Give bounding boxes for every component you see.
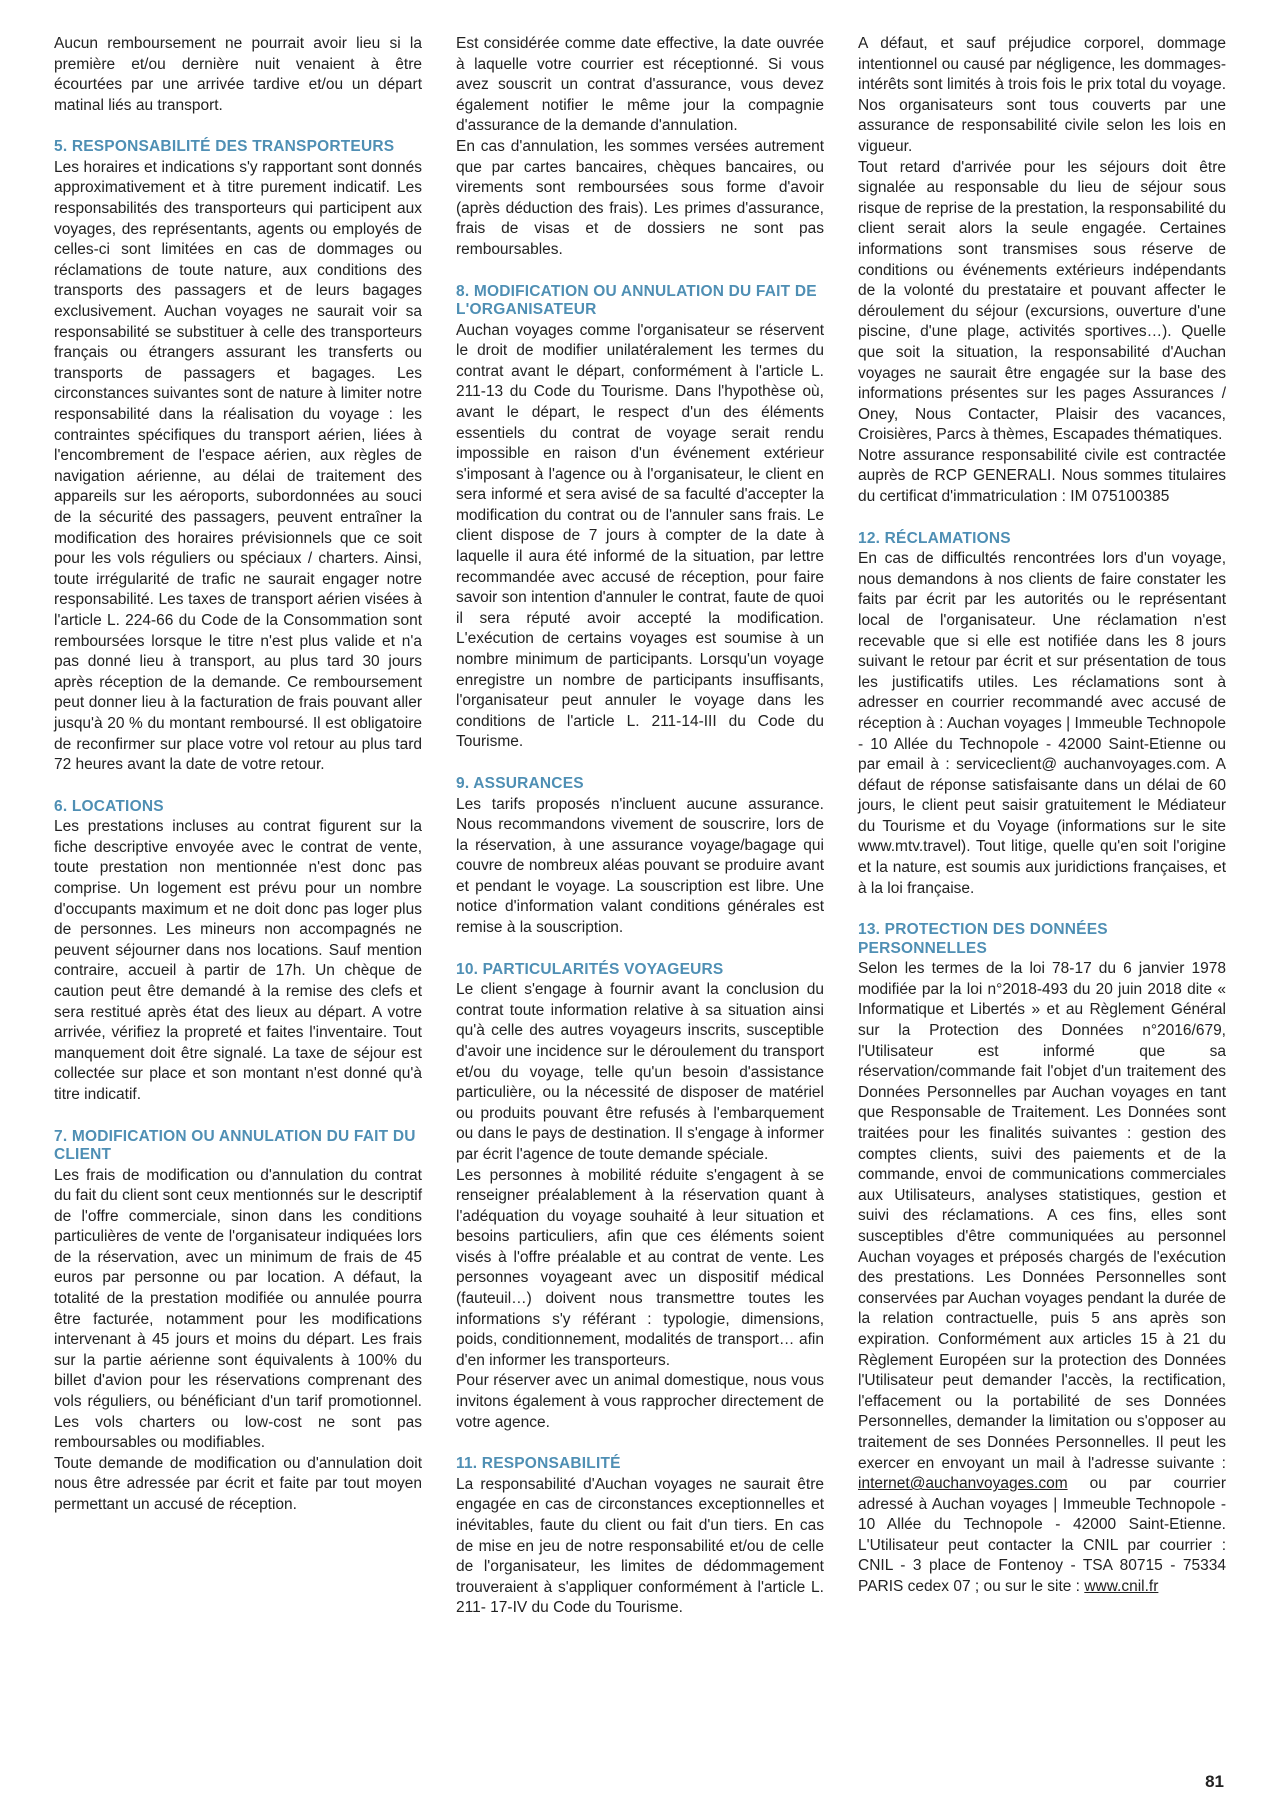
- paragraph-effective-date: Est considérée comme date effective, la date ouvrée à laquelle votre courrier est réceptionné. Si vous avez souscrit un contrat d'assurance, vous devez également notifier le même jour la compagnie d'assurance de la demande d'annulation.: [456, 35, 824, 135]
- page-number: 81: [1205, 1772, 1224, 1791]
- section-heading-5: 5. RESPONSABILITÉ DES TRANSPORTEURS: [54, 138, 395, 156]
- section-13-text: [858, 959, 1226, 1597]
- section-11-text: La responsabilité d'Auchan voyages ne saurait être engagée en cas de circonstances exceptionnelles et inévitables, faute du client ou fait d'un tiers. En cas de mise en jeu de notre responsabilité et/ou de celle de l'organisateur, les limites de dédommagement trouveraient à s'appliquer conformément à l'article L. 211- 17-IV du Code du Tourisme.: [456, 1475, 824, 1617]
- section-10-text: Le client s'engage à fournir avant la conclusion du contrat toute information relative à sa situation ainsi qu'à celle des autres voyageurs inscrits, susceptible d'avoir une incidence sur le déroulement du transport et/ou du voyage, telle qu'un besoin d'assistance particulière, ou la nécessité de disposer de matériel ou produits pouvant être refusés à l'embarquement ou dans le pays de destination. Il s'engage à informer par écrit l'agence de toute demande spéciale.: [456, 981, 824, 1163]
- paragraph-insurance: Notre assurance responsabilité civile est contractée auprès de RCP GENERALI. Nous sommes titulaires du certificat d'immatriculation : IM 075100385: [858, 446, 1226, 506]
- paragraph-damages: A défaut, et sauf préjudice corporel, dommage intentionnel ou causé par négligence, les dommages-intérêts sont limités à trois fois le prix total du voyage. Nos organisateurs sont tous couverts par une assurance de responsabilité civile selon les lois en vigueur.: [858, 35, 1226, 155]
- section-heading-6: 6. LOCATIONS: [54, 797, 164, 815]
- section-heading-11: 11. RESPONSABILITÉ: [456, 1455, 621, 1473]
- section-heading-12: 12. RÉCLAMATIONS: [858, 529, 1011, 547]
- section-12-text: En cas de difficultés rencontrées lors d'un voyage, nous demandons à nos clients de faire constater les faits par écrit par les autorités ou le représentant local de l'organisateur. Une réclamation n'est recevable que si elle est notifiée dans les 8 jours suivant le retour par écrit et sur présentation de tous les justificatifs utiles. Les réclamations sont à adresser en courrier recommandé avec accusé de réception à : Auchan voyages | Immeuble Technopole - 10 Allée du Technopole - 42000 Saint-Etienne ou par email à : serviceclient@ auchanvoyages.com. A défaut de réponse satisfaisante dans un délai de 60 jours, le client peut saisir gratuitement le Médiateur du Tourisme et du Voyage (informations sur le site www.mtv.travel). Tout litige, quelle qu'en soit l'origine et la nature, est soumis aux juridictions françaises, et à la loi française.: [858, 550, 1226, 897]
- cnil-site-link[interactable]: www.cnil.fr: [1084, 1578, 1159, 1596]
- section-8-text: Auchan voyages comme l'organisateur se réservent le droit de modifier unilatéralement les termes du contrat avant le départ, conformément à l'article L. 211-13 du Code du Tourisme. Dans l'hypothèse où, avant le départ, le respect d'un des éléments essentiels du contrat de voyage serait rendu impossible en raison d'un événement extérieur s'imposant à l'agence ou à l'organisateur, le client en sera informé et sera avisé de sa faculté d'accepter la modification du contrat ou de l'annuler sans frais. Le client dispose de 7 jours à compter de la date à laquelle il aura été informé de la situation, par lettre recommandée avec accusé de réception, pour faire savoir son intention d'annuler le contrat, faute de quoi il sera réputé avoir accepté la modification. L'exécution de certains voyages est soumise à un nombre minimum de participants. Lorsqu'un voyage enregistre un nombre de participants insuffisants, l'organisateur peut annuler le voyage dans les conditions de l'article L. 211-14-III du Code du Tourisme.: [456, 321, 824, 751]
- column-2: [456, 34, 824, 1619]
- section-heading-10: 10. PARTICULARITÉS VOYAGEURS: [456, 960, 724, 978]
- section-13-text-a: Selon les termes de la loi 78-17 du 6 janvier 1978 modifiée par la loi n°2018-493 du 20 juin 2018 dite « Informatique et Libertés » et au Règlement Général sur la Protection des Données n°2016/679, l'Utilisateur est informé que sa réservation/commande fait l'objet d'un traitement des Données Personnelles par Auchan voyages en tant que Responsable de Traitement. Les Données sont traitées pour les finalités suivantes : gestion des comptes clients, suivi des paiements et de la commande, envoi de communications commerciales aux Utilisateurs, analyses statistiques, gestion et suivi des réclamations. A ces fins, elles sont susceptibles d'être communiquées au personnel Auchan voyages et préposés chargés de l'exécution des prestations. Les Données Personnelles sont conservées par Auchan voyages pendant la durée de la relation contractuelle, puis 5 ans après son expiration. Conformément aux articles 15 à 21 du Règlement Européen sur la protection des Données l'Utilisateur peut demander l'accès, la rectification, l'effacement ou la portabilité de ses Données Personnelles, demander la limitation ou s'opposer au traitement de ses Données Personnelles. Il peut les exercer en envoyant un mail à l'adresse suivante :: [858, 960, 1226, 1472]
- section-13-text-b: ou par courrier adressé à Auchan voyages | Immeuble Technopole - 10 Allée du Technopole - 42000 Saint-Etienne. L'Utilisateur peut contacter la CNIL par courrier : CNIL - 3 place de Fontenoy - TSA 80715 - 75334 PARIS cedex 07 ; ou sur le site :: [858, 1475, 1226, 1596]
- section-9-text: Les tarifs proposés n'incluent aucune assurance. Nous recommandons vivement de souscrire, lors de la réservation, à une assurance voyage/bagage qui couvre de nombreux aléas pouvant se produire avant et pendant le voyage. La souscription est libre. Une notice d'information valant conditions générales est remise à la souscription.: [456, 795, 824, 937]
- section-heading-8: 8. MODIFICATION OU ANNULATION DU FAIT DE L'ORGANISATEUR: [456, 282, 817, 319]
- email-link[interactable]: internet@auchanvoyages.com: [858, 1475, 1068, 1493]
- section-10-text-3: Pour réserver avec un animal domestique, nous vous invitons également à vous rapprocher directement de votre agence.: [456, 1372, 824, 1431]
- paragraph-intro: Aucun remboursement ne pourrait avoir lieu si la première et/ou dernière nuit venaient à être écourtées par une arrivée tardive et/ou un départ matinal liés au transport.: [54, 35, 422, 114]
- column-1: [54, 34, 422, 1516]
- section-5-text: Les horaires et indications s'y rapportant sont donnés approximativement et à titre purement indicatif. Les responsabilités des transporteurs qui participent aux voyages, des représentants, agents ou employés de celles-ci sont limitées en cas de dommages ou réclamations de toute nature, aux conditions des transports des passagers et de leurs bagages exclusivement. Auchan voyages ne saurait voir sa responsabilité se substituer à celle des transporteurs français ou étrangers assurant les transferts ou transports de passagers et bagages. Les circonstances suivantes sont de nature à limiter notre responsabilité dans la réalisation du voyage : les contraintes spécifiques du transport aérien, liées à l'encombrement de l'espace aérien, aux règles de navigation aérienne, au délai de traitement des appareils sur les aéroports, subordonnées au souci de la sécurité des passagers, peuvent entraîner la modification des horaires prévisionnels que ce soit pour les vols réguliers ou spéciaux / charters. Ainsi, toute irrégularité de trafic ne saurait engager notre responsabilité. Les taxes de transport aérien visées à l'article L. 224-66 du Code de la Consommation sont remboursées lorsque le titre n'est plus valide et n'a pas donné lieu à transport, au plus tard 30 jours après réception de la demande. Ce remboursement peut donner lieu à la facturation de frais pouvant aller jusqu'à 20 % du montant remboursé. Il est obligatoire de reconfirmer sur place votre vol retour au plus tard 72 heures avant la date de votre retour.: [54, 158, 422, 774]
- paragraph-refunds: En cas d'annulation, les sommes versées autrement que par cartes bancaires, chèques bancaires, ou virements sont remboursées sous forme d'avoir (après déduction des frais). Les primes d'assurance, frais de visas et de dossiers ne sont pas remboursables.: [456, 137, 824, 258]
- section-heading-13: 13. PROTECTION DES DONNÉES PERSONNELLES: [858, 921, 1108, 957]
- section-6-text: Les prestations incluses au contrat figurent sur la fiche descriptive envoyée avec le contrat de vente, toute prestation non mentionnée n'est donc pas comprise. Un logement est prévu pour un nombre d'occupants maximum et ne doit donc pas loger plus de personnes. Les mineurs non accompagnés ne peuvent séjourner dans nos locations. Sauf mention contraire, accueil à partir de 17h. Un chèque de caution peut être demandé à la remise des clefs et sera restitué après état des lieux au départ. A votre arrivée, vérifiez la propreté et faites l'inventaire. Tout manquement doit être signalé. La taxe de séjour est collectée sur place et son montant n'est donné qu'à titre indicatif.: [54, 818, 422, 1103]
- column-3: [858, 34, 1226, 1598]
- section-heading-7: 7. MODIFICATION OU ANNULATION DU FAIT DU CLIENT: [54, 1127, 416, 1163]
- paragraph-delays: Tout retard d'arrivée pour les séjours doit être signalée au responsable du lieu de séjour sous risque de reprise de la prestation, la responsabilité du client serait alors la seule engagée. Certaines informations sont transmises sous réserve de conditions ou événements extérieurs indépendants de la volonté du prestataire et pouvant affecter le déroulement du séjour (excursions, ouverture d'une piscine, d'une plage, activités sportives…). Quelle que soit la situation, la responsabilité d'Auchan voyages ne saurait être engagée sur la base des informations présentes sur les pages Assurances / Oney, Nous Contacter, Plaisir des vacances, Croisières, Parcs à thèmes, Escapades thématiques.: [858, 158, 1226, 444]
- section-10-text-2: Les personnes à mobilité réduite s'engagent à se renseigner préalablement à la réservation quant à l'adéquation du voyage souhaité à leur situation et besoins particuliers, afin que ces éléments soient visés à l'offre préalable et au contrat de vente. Les personnes voyageant avec un dispositif médical (fauteuil…) doivent nous transmettre toutes les informations s'y référant : typologie, dimensions, poids, conditionnement, modalités de transport… afin d'en informer les transporteurs.: [456, 1166, 824, 1369]
- section-7-text-2: Toute demande de modification ou d'annulation doit nous être adressée par écrit et faite par tout moyen permettant un accusé de réception.: [54, 1454, 422, 1513]
- section-heading-9: 9. ASSURANCES: [456, 775, 584, 792]
- section-7-text: Les frais de modification ou d'annulation du contrat du fait du client sont ceux mentionnés sur le descriptif de l'offre commerciale, sinon dans les conditions particulières de vente de l'organisateur indiquées lors de la réservation, avec un minimum de frais de 45 euros par personne ou par location. A défaut, la totalité de la prestation modifiée ou annulée pourra être facturée, notamment pour les modifications intervenant à 45 jours et moins du départ. Les frais sur la partie aérienne sont équivalents à 100% du billet d'avion pour les réservations comprenant des vols réguliers, ou bénéficiant d'un tarif promotionnel. Les vols charters ou low-cost ne sont pas remboursables ou modifiables.: [54, 1166, 422, 1452]
